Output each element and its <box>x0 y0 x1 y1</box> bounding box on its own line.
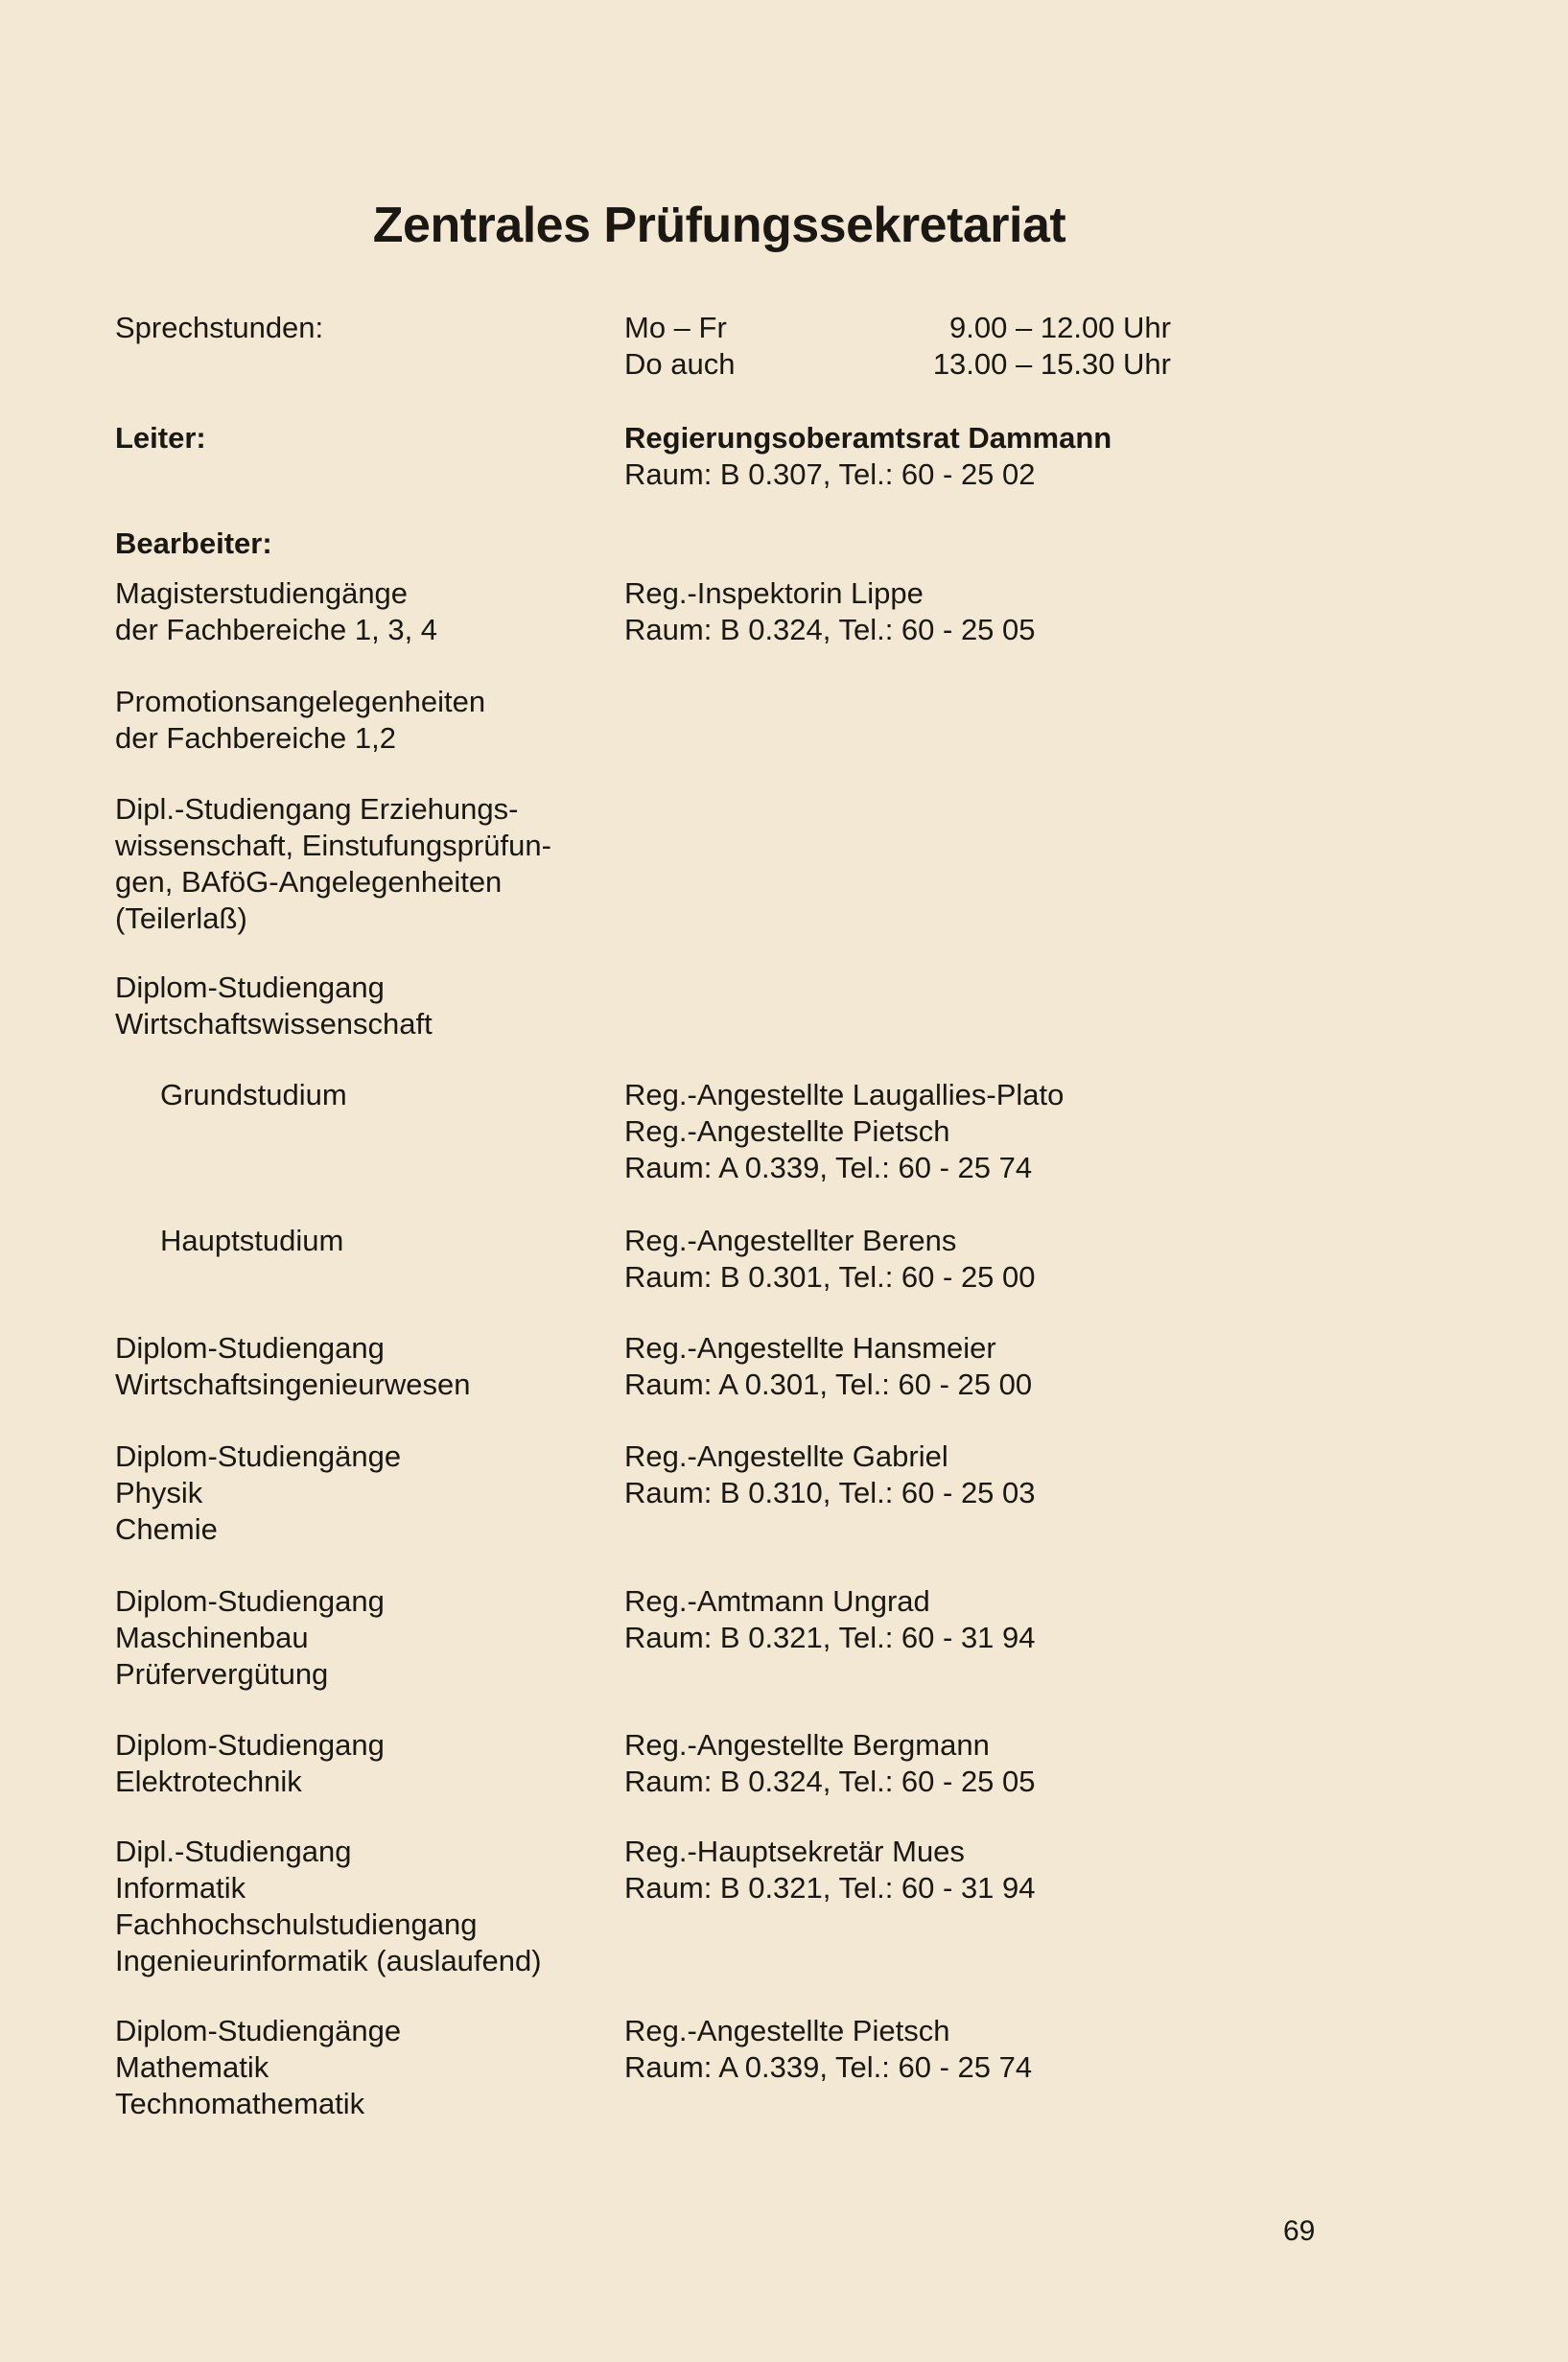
entry-contact-line: Raum: B 0.301, Tel.: 60 - 25 00 <box>624 1260 1036 1294</box>
entry-contact <box>624 575 1296 648</box>
entry-contact <box>624 1077 1296 1186</box>
entry-contact <box>624 1330 1296 1403</box>
entry-contact-line: Raum: B 0.324, Tel.: 60 - 25 05 <box>624 613 1036 646</box>
office-hours-days: Mo – Fr <box>624 311 727 344</box>
entry-area <box>115 2013 614 2122</box>
entry-area-line: Hauptstudium <box>160 1224 344 1257</box>
office-hours-label: Sprechstunden: <box>115 311 324 344</box>
entry-area <box>115 1834 614 1979</box>
entry-contact <box>624 1223 1296 1296</box>
entry-area-line: wissenschaft, Einstufungsprüfun- <box>115 829 551 862</box>
entry-contact-line: Reg.-Hauptsekretär Mues <box>624 1835 965 1868</box>
entry-contact-line: Raum: A 0.339, Tel.: 60 - 25 74 <box>624 2050 1033 2084</box>
page-title: Zentrales Prüfungssekretariat <box>372 198 1066 253</box>
entry-contact-line: Raum: B 0.324, Tel.: 60 - 25 05 <box>624 1765 1036 1798</box>
entry-area-line: Diplom-Studiengang <box>115 1584 385 1618</box>
entry-area-line: Technomathematik <box>115 2087 365 2120</box>
entry-area-line: der Fachbereiche 1,2 <box>115 721 396 755</box>
entry-area <box>115 1330 614 1403</box>
office-hours-entry <box>624 310 1171 346</box>
entry-contact-line: Raum: B 0.321, Tel.: 60 - 31 94 <box>624 1871 1036 1905</box>
leiter-room: Raum: B 0.307, Tel.: 60 - 25 02 <box>624 457 1036 491</box>
entry-area-line: Informatik <box>115 1871 246 1905</box>
leiter-name: Regierungsoberamtsrat Dammann <box>624 421 1112 455</box>
entry-area-line: Diplom-Studiengänge <box>115 2014 402 2047</box>
entry-area-line: Physik <box>115 1476 203 1509</box>
entry-area-line: Dipl.-Studiengang Erziehungs- <box>115 792 519 826</box>
entry-area-line: gen, BAföG-Angelegenheiten <box>115 865 503 899</box>
entry-area-line: Magisterstudiengänge <box>115 576 409 610</box>
entry-area <box>160 1223 659 1259</box>
entry-contact-line: Reg.-Angestellte Bergmann <box>624 1728 990 1762</box>
leiter-contact <box>624 420 1296 493</box>
entry-contact-line: Reg.-Angestellte Pietsch <box>624 2014 950 2047</box>
entry-area-line: Grundstudium <box>160 1078 347 1111</box>
entry-contact <box>624 1583 1296 1656</box>
entry-contact-line: Raum: B 0.321, Tel.: 60 - 31 94 <box>624 1621 1036 1654</box>
leiter-label: Leiter: <box>115 421 206 455</box>
entry-area <box>115 1727 614 1800</box>
office-hours-table <box>624 310 1171 383</box>
bearbeiter-label: Bearbeiter: <box>115 526 272 560</box>
entry-area <box>115 1438 614 1548</box>
entry-area-line: Chemie <box>115 1512 218 1546</box>
entry-area-line: Diplom-Studiengang <box>115 971 385 1004</box>
entry-area-line: Wirtschaftsingenieurwesen <box>115 1368 471 1401</box>
entry-contact <box>624 1727 1296 1800</box>
entry-contact <box>624 1834 1296 1906</box>
office-hours-days: Do auch <box>624 347 736 381</box>
entry-area-line: Prüfervergütung <box>115 1657 329 1691</box>
entry-area <box>115 791 614 937</box>
entry-contact-line: Reg.-Angestellter Berens <box>624 1224 957 1257</box>
entry-area-line: Fachhochschulstudiengang <box>115 1907 478 1941</box>
entry-contact-line: Raum: A 0.339, Tel.: 60 - 25 74 <box>624 1151 1033 1184</box>
entry-contact-line: Reg.-Angestellte Gabriel <box>624 1439 948 1473</box>
entry-contact-line: Reg.-Inspektorin Lippe <box>624 576 924 610</box>
entry-area-line: Ingenieurinformatik (auslaufend) <box>115 1944 542 1977</box>
entry-area <box>160 1077 659 1113</box>
entry-area-line: Dipl.-Studiengang <box>115 1835 352 1868</box>
entry-contact-line: Raum: B 0.310, Tel.: 60 - 25 03 <box>624 1476 1036 1509</box>
entry-contact-line: Raum: A 0.301, Tel.: 60 - 25 00 <box>624 1368 1033 1401</box>
entry-area-line: Wirtschaftswissenschaft <box>115 1007 433 1041</box>
entry-area <box>115 1583 614 1693</box>
entry-area-line: (Teilerlaß) <box>115 901 247 935</box>
entry-area-line: Diplom-Studiengänge <box>115 1439 402 1473</box>
entry-contact <box>624 2013 1296 2086</box>
entry-contact-line: Reg.-Angestellte Hansmeier <box>624 1331 996 1365</box>
entry-area-line: Elektrotechnik <box>115 1765 302 1798</box>
page-number: 69 <box>1283 2215 1316 2247</box>
office-hours-time: 13.00 – 15.30 Uhr <box>932 347 1171 381</box>
entry-area-line: Promotionsangelegenheiten <box>115 685 486 718</box>
entry-contact-line: Reg.-Angestellte Laugallies-Plato <box>624 1078 1065 1111</box>
entry-contact <box>624 1438 1296 1511</box>
office-hours-entry <box>624 346 1171 383</box>
entry-contact-line: Reg.-Amtmann Ungrad <box>624 1584 930 1618</box>
entry-area <box>115 684 614 757</box>
entry-contact-line: Reg.-Angestellte Pietsch <box>624 1114 950 1148</box>
office-hours-time: 9.00 – 12.00 Uhr <box>949 311 1171 344</box>
entry-area-line: Diplom-Studiengang <box>115 1331 385 1365</box>
entry-area <box>115 575 614 648</box>
entry-area-line: Mathematik <box>115 2050 269 2084</box>
entry-area-line: der Fachbereiche 1, 3, 4 <box>115 613 438 646</box>
entry-area-line: Diplom-Studiengang <box>115 1728 385 1762</box>
entry-area-line: Maschinenbau <box>115 1621 309 1654</box>
entry-area <box>115 970 614 1042</box>
